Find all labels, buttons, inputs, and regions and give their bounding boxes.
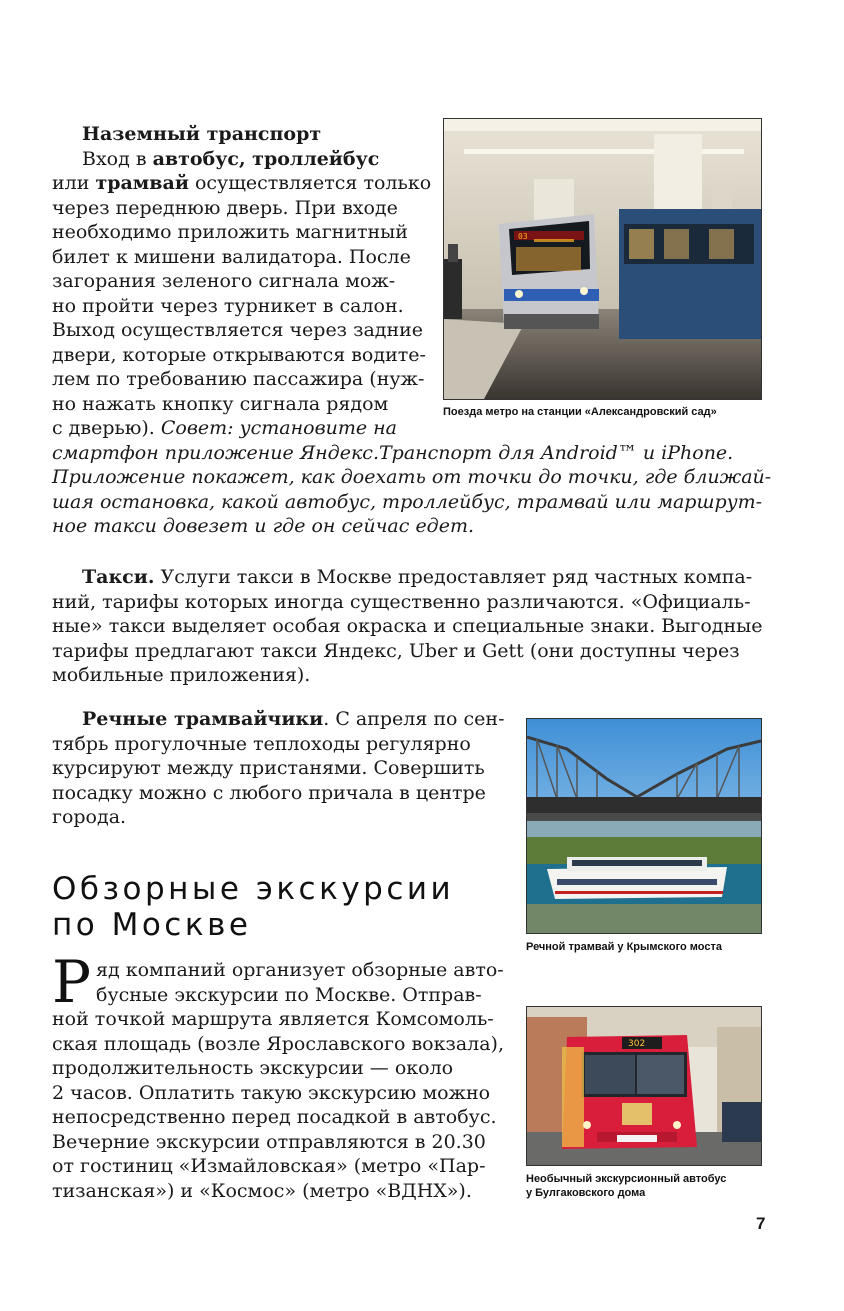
ground-transport-paragraph: Наземный транспорт Вход в автобус, троллейбус или трамвай осуществляется только через переднюю дверь. При входе необходимо приложить магнитный билет к мишени валидатора. После загорания зеленого сигнала мож- но пройти через турникет в салон. Выход осуществляется через задние двери, которые открываются водите- лем по требованию пассажира (нуж- но нажать кнопку сигнала рядом с дверью). Совет: установите на смартфон приложение Яндекс.Транспорт для Android™ и iPhone. Приложение покажет, как доехать от точки до точки, где ближай- шая остановка, какой автобус, троллейбус, трамвай или маршрут- ное такси довезет и где он сейчас едет. (52, 123, 772, 537)
excursions-paragraph: яд компаний организует обзорные авто- бусные экскурсии по Москве. Отправ- ной точкой маршрута является Комсомоль- ская площадь (возле Ярославского вокзала), продолжительность экскурсии — около 2 часов. Оплатить такую экскурсию можно непосредственно перед посадкой в автобус. Вечерние экскурсии отправляются в 20.30 от гостиниц «Измайловская» (метро «Пар- тизанская») и «Космос» (метро «ВДНХ»). (52, 959, 505, 1202)
boat-illustration (527, 719, 761, 933)
metro-caption: Поезда метро на станции «Александровский сад» (443, 406, 717, 418)
bus-route-number: 302 (628, 1039, 646, 1049)
bus-caption: Необычный экскурсионный автобус у Булгаковского дома (526, 1173, 727, 1199)
boat-photo (526, 718, 762, 934)
drop-cap: Р (52, 948, 92, 1016)
metro-route-display: 03 (518, 232, 528, 241)
metro-photo (443, 118, 762, 400)
bus-illustration (527, 1007, 761, 1165)
ground-heading: Наземный транспорт (82, 123, 322, 145)
section-title: Обзорные экскурсии по Москве (52, 871, 455, 943)
river-heading: Речные трамвайчики (82, 708, 324, 730)
river-paragraph: Речные трамвайчики. С апреля по сен- тябрь прогулочные теплоходы регулярно курсируют между пристанями. Совершить посадку можно с любого причала в центре города. (52, 708, 505, 828)
bus-photo (526, 1006, 762, 1166)
taxi-heading: Такси. (82, 566, 155, 588)
metro-illustration (444, 119, 761, 399)
boat-caption: Речной трамвай у Крымского моста (526, 941, 722, 953)
page-number: 7 (756, 1214, 766, 1233)
taxi-paragraph: Такси. Услуги такси в Москве предоставляет ряд частных компа- ний, тарифы которых иногда существенно различаются. «Официаль- ные» такси выделяет особая окраска и специальные знаки. Выгодные тарифы предлагают такси Яндекс, Uber и Gett (они доступны через мобильные приложения). (52, 566, 763, 686)
